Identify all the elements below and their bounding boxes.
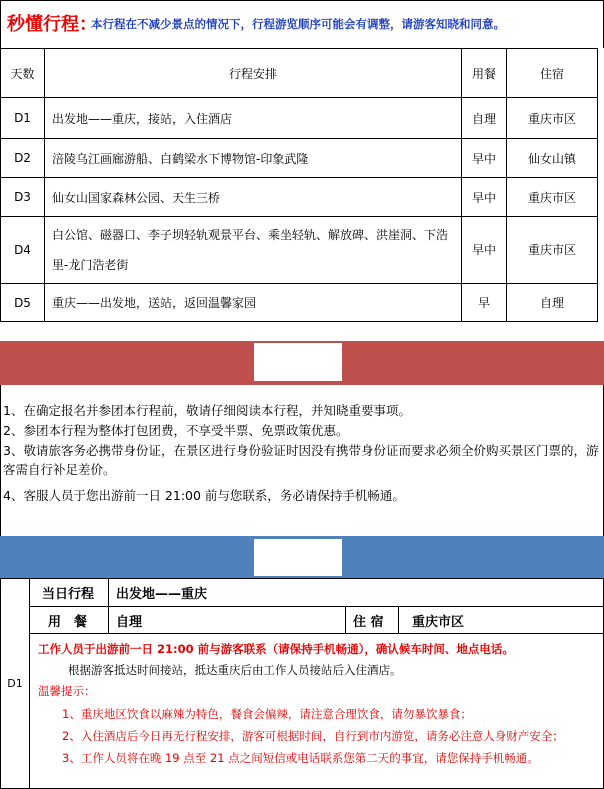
table-row <box>1 98 598 139</box>
column-header-stay: 住宿 <box>507 49 598 98</box>
day-detail-body <box>30 634 603 788</box>
day-detail-label: D1 <box>1 579 30 788</box>
stay-cell: 重庆市区 <box>507 217 598 284</box>
meal-cell: 早 <box>462 284 507 322</box>
day-cell: D3 <box>1 178 45 217</box>
meal-cell: 早中 <box>462 178 507 217</box>
tips-title: 温馨提示： <box>38 684 96 698</box>
page-header <box>0 0 604 48</box>
column-header-plan: 行程安排 <box>45 49 462 98</box>
table-row <box>1 178 598 217</box>
plan-cell: 出发地——重庆，接站，入住酒店 <box>45 98 462 139</box>
divider <box>108 607 109 633</box>
divider <box>108 579 109 606</box>
meal-value: 自理 <box>116 614 143 630</box>
detail-section-banner <box>0 536 604 578</box>
page-title: 秒懂行程： <box>7 14 97 35</box>
divider <box>398 607 399 633</box>
stay-cell: 仙女山镇 <box>507 139 598 178</box>
divider <box>345 607 346 633</box>
itinerary-notice: 本行程在不减少景点的情况下，行程游览顺序可能会有调整，请游客知晓和同意。 <box>91 17 505 31</box>
tip-item: 2、入住酒店后今日再无行程安排，游客可根据时间，自行到市内游览，请务必注意人身财产安全； <box>62 729 564 743</box>
tip-item: 1、重庆地区饮食以麻辣为特色，餐食会偏辣，请注意合理饮食，请勿暴饮暴食； <box>62 707 472 721</box>
day-detail <box>0 578 604 789</box>
banner-label-box <box>254 343 342 381</box>
stay-cell: 重庆市区 <box>507 98 598 139</box>
plan-cell: 仙女山国家森林公园、天生三桥 <box>45 178 462 217</box>
pickup-text: 根据游客抵达时间接站，抵达重庆后由工作人员接站后入住酒店。 <box>68 663 402 677</box>
stay-cell: 重庆市区 <box>507 178 598 217</box>
stay-label: 住 宿 <box>353 614 384 630</box>
meal-cell: 早中 <box>462 139 507 178</box>
note-item: 1、在确定报名并参团本行程前，敬请仔细阅读本行程，并知晓重要事项。 <box>3 403 411 418</box>
route-value: 出发地——重庆 <box>116 587 208 602</box>
day-cell: D2 <box>1 139 45 178</box>
stay-cell: 自理 <box>507 284 598 322</box>
plan-cell: 白公馆、磁器口、李子坝轻轨观景平台、乘坐轻轨、解放碑、洪崖洞、下浩里-龙门浩老街 <box>45 217 462 284</box>
day-cell: D5 <box>1 284 45 322</box>
column-header-day: 天数 <box>1 49 45 98</box>
important-notes <box>0 385 604 536</box>
stay-value: 重庆市区 <box>412 614 465 630</box>
plan-cell: 重庆——出发地，送站，返回温馨家园 <box>45 284 462 322</box>
note-item: 2、参团本行程为整体打包团费，不享受半票、免票政策优惠。 <box>3 423 349 438</box>
day-cell: D4 <box>1 217 45 284</box>
note-item: 4、客服人员于您出游前一日 21:00 前与您联系，务必请保持手机畅通。 <box>3 488 405 503</box>
meal-stay-row <box>30 607 603 634</box>
itinerary-table <box>0 48 598 322</box>
table-row <box>1 284 598 322</box>
banner-label-box <box>254 539 342 576</box>
route-label: 当日行程 <box>42 587 95 602</box>
plan-cell: 涪陵乌江画廊游船、白鹤梁水下博物馆-印象武隆 <box>45 139 462 178</box>
meal-cell: 自理 <box>462 98 507 139</box>
route-row <box>30 579 603 607</box>
tip-item: 3、工作人员将在晚 19 点至 21 点之间短信或电话联系您第二天的事宜，请您保持手机畅通。 <box>62 751 539 765</box>
table-row <box>1 139 598 178</box>
table-header-row <box>1 49 598 98</box>
meal-label: 用 餐 <box>48 614 88 630</box>
column-header-meal: 用餐 <box>462 49 507 98</box>
meal-cell: 早中 <box>462 217 507 284</box>
day-cell: D1 <box>1 98 45 139</box>
note-item: 3、敬请旅客务必携带身份证，在景区进行身份验证时因没有携带身份证而要求必须全价购买景区门票的，游客需自行补足差价。 <box>3 443 599 477</box>
notes-section-banner <box>0 341 604 385</box>
table-row <box>1 217 598 284</box>
staff-contact-text: 工作人员于出游前一日 21:00 前与游客联系（请保持手机畅通），确认候车时间、地点电话。 <box>38 642 514 656</box>
